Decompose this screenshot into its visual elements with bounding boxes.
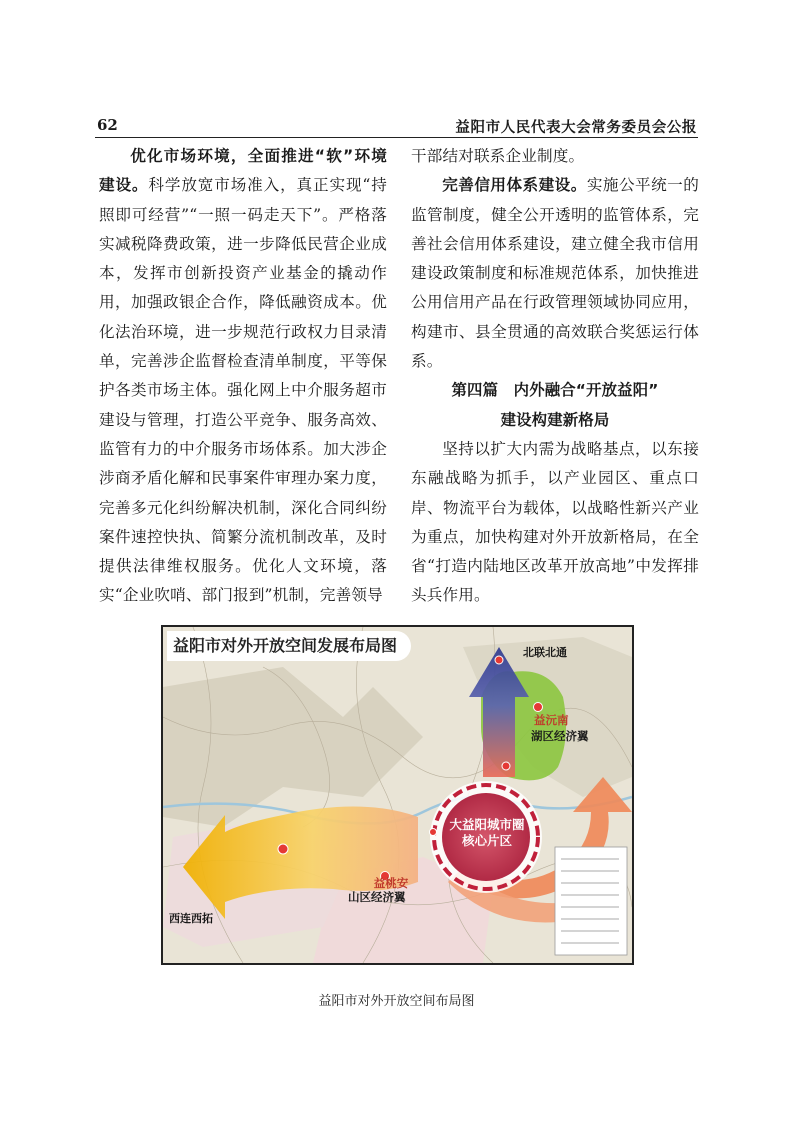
right-column [411,142,699,611]
layout-map [161,625,634,965]
credit-paragraph-heading: 完善信用体系建设。 [442,176,587,195]
city-marker [278,844,288,854]
city-marker [534,703,543,712]
journal-title: 益阳市人民代表大会常务委员会公报 [455,120,697,136]
left-column [99,142,387,611]
label-east-wing-name: 益沅南 [534,713,569,727]
label-east-wing: 湖区经济翼 [531,729,589,743]
left-paragraph [99,142,387,611]
left-paragraph-text: 科学放宽市场准入，真正实现“持照即可经营”“一照一码走天下”。严格落实减税降费政策，进一步降低民营企业成本，发挥市创新投资产业基金的撬动作用，加强政银企合作，降低融资成本。优化法治环境，进一步规范行政权力目录清单，完善涉企监督检查清单制度，平等保护各类市场主体。强化网上中介服务超市建设与管理，打造公平竞争、服务高效、监管有力的中介服务市场体系。加大涉企涉商矛盾化解和民事案件审理办案力度，完善多元化纠纷解决机制，深化合同纠纷案件速控快执、简繁分流机制改革，及时提供法律维权服务。优化人文环境，落实“企业吹哨、部门报到”机制，完善领导 [99,176,387,605]
label-west-expand: 西连西拓 [169,912,213,925]
city-marker [502,762,510,770]
left-paragraph-heading: 优化市场环境，全面推进“软”环境建设。 [99,147,387,195]
header-rule [95,137,698,138]
map-graphic [163,627,632,963]
label-north: 北联北通 [523,646,567,659]
right-continuation: 干部结对联系企业制度。 [411,147,585,165]
city-marker [495,656,503,664]
label-west-wing-name: 益桃安 [373,876,409,890]
section-title-line2: 建设构建新格局 [500,410,610,429]
section-title-line1: 第四篇 内外融合“开放益阳” [451,381,659,400]
label-core: 大益阳城市圈核心片区 [449,817,525,848]
map-caption: 益阳市对外开放空间布局图 [318,994,475,1009]
credit-paragraph-text: 实施公平统一的监管制度，健全公开透明的监管体系，完善社会信用体系建设，建立健全我市信用建设政策制度和标准规范体系，加快推进公用信用产品在行政管理领域协同应用，构建市、县全贯通的高效联合奖惩运行体系。 [411,176,699,371]
city-marker [430,829,437,836]
credit-paragraph [411,171,699,376]
opening-paragraph: 坚持以扩大内需为战略基点，以东接东融战略为抓手，以产业园区、重点口岸、物流平台为载体，以战略性新兴产业为重点，加快构建对外开放新格局，在全省“打造内陆地区改革开放高地”中发挥排头兵作用。 [411,439,699,605]
label-west-wing: 山区经济翼 [348,890,406,904]
page-number: 62 [97,116,118,134]
map-title: 益阳市对外开放空间发展布局图 [167,631,411,661]
map-legend [555,847,627,955]
